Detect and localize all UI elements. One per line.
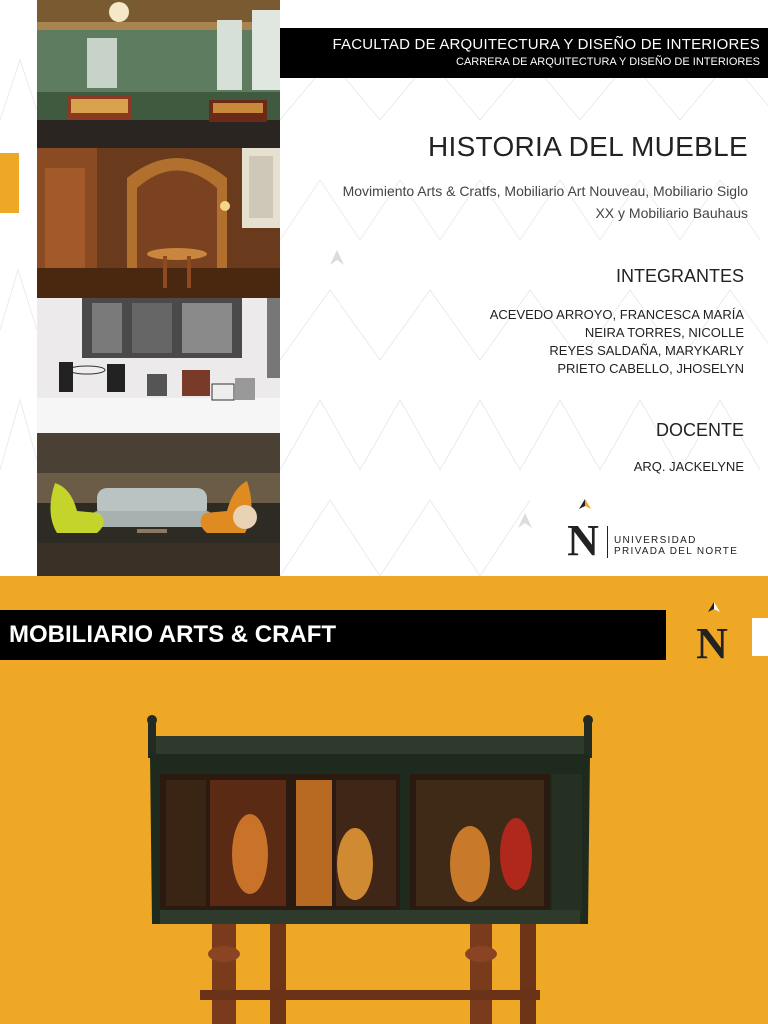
accent-tab xyxy=(0,153,19,213)
accent-tab-right xyxy=(752,618,768,656)
photo-bauhaus-exhibition xyxy=(37,298,280,433)
member-name: PRIETO CABELLO, JHOSELYN xyxy=(557,361,744,376)
member-name: REYES SALDAÑA, MARYKARLY xyxy=(549,343,744,358)
members-heading: INTEGRANTES xyxy=(615,266,744,286)
teacher-name: ARQ. JACKELYNE xyxy=(633,459,744,474)
painted-cabinet-image xyxy=(140,714,600,1024)
photo-art-nouveau-interior xyxy=(37,148,280,298)
university-line1: UNIVERSIDAD xyxy=(614,535,697,546)
university-logo-icon xyxy=(563,497,603,557)
presentation-title: HISTORIA DEL MUEBLE xyxy=(427,131,748,162)
logo-letter: N xyxy=(696,619,728,660)
photo-arts-and-crafts-room xyxy=(37,0,280,148)
university-name xyxy=(614,535,738,557)
career-name: CARRERA DE ARQUITECTURA Y DISEÑO DE INTERIORES xyxy=(456,56,760,68)
faculty-header-bar xyxy=(280,28,768,78)
member-name: ACEVEDO ARROYO, FRANCESCA MARÍA xyxy=(489,307,744,322)
photo-mid-century-lounge xyxy=(37,433,280,576)
member-name: NEIRA TORRES, NICOLLE xyxy=(584,325,744,340)
faculty-name: FACULTAD DE ARQUITECTURA Y DISEÑO DE INTERIORES xyxy=(332,36,760,53)
logo-letter: N xyxy=(567,516,599,557)
university-logo-icon xyxy=(692,600,732,660)
content-slide xyxy=(0,576,768,1024)
members-list xyxy=(490,306,744,378)
presentation-subtitle: Movimiento Arts & Cratfs, Mobiliario Art Nouveau, Mobiliario Siglo XX y Mobiliario Bauhaus xyxy=(342,183,748,221)
teacher-heading: DOCENTE xyxy=(655,420,744,440)
university-line2: PRIVADA DEL NORTE xyxy=(614,546,739,557)
photo-column xyxy=(37,0,280,576)
section-title: MOBILIARIO ARTS & CRAFT xyxy=(9,621,337,648)
logo-divider xyxy=(607,526,608,558)
